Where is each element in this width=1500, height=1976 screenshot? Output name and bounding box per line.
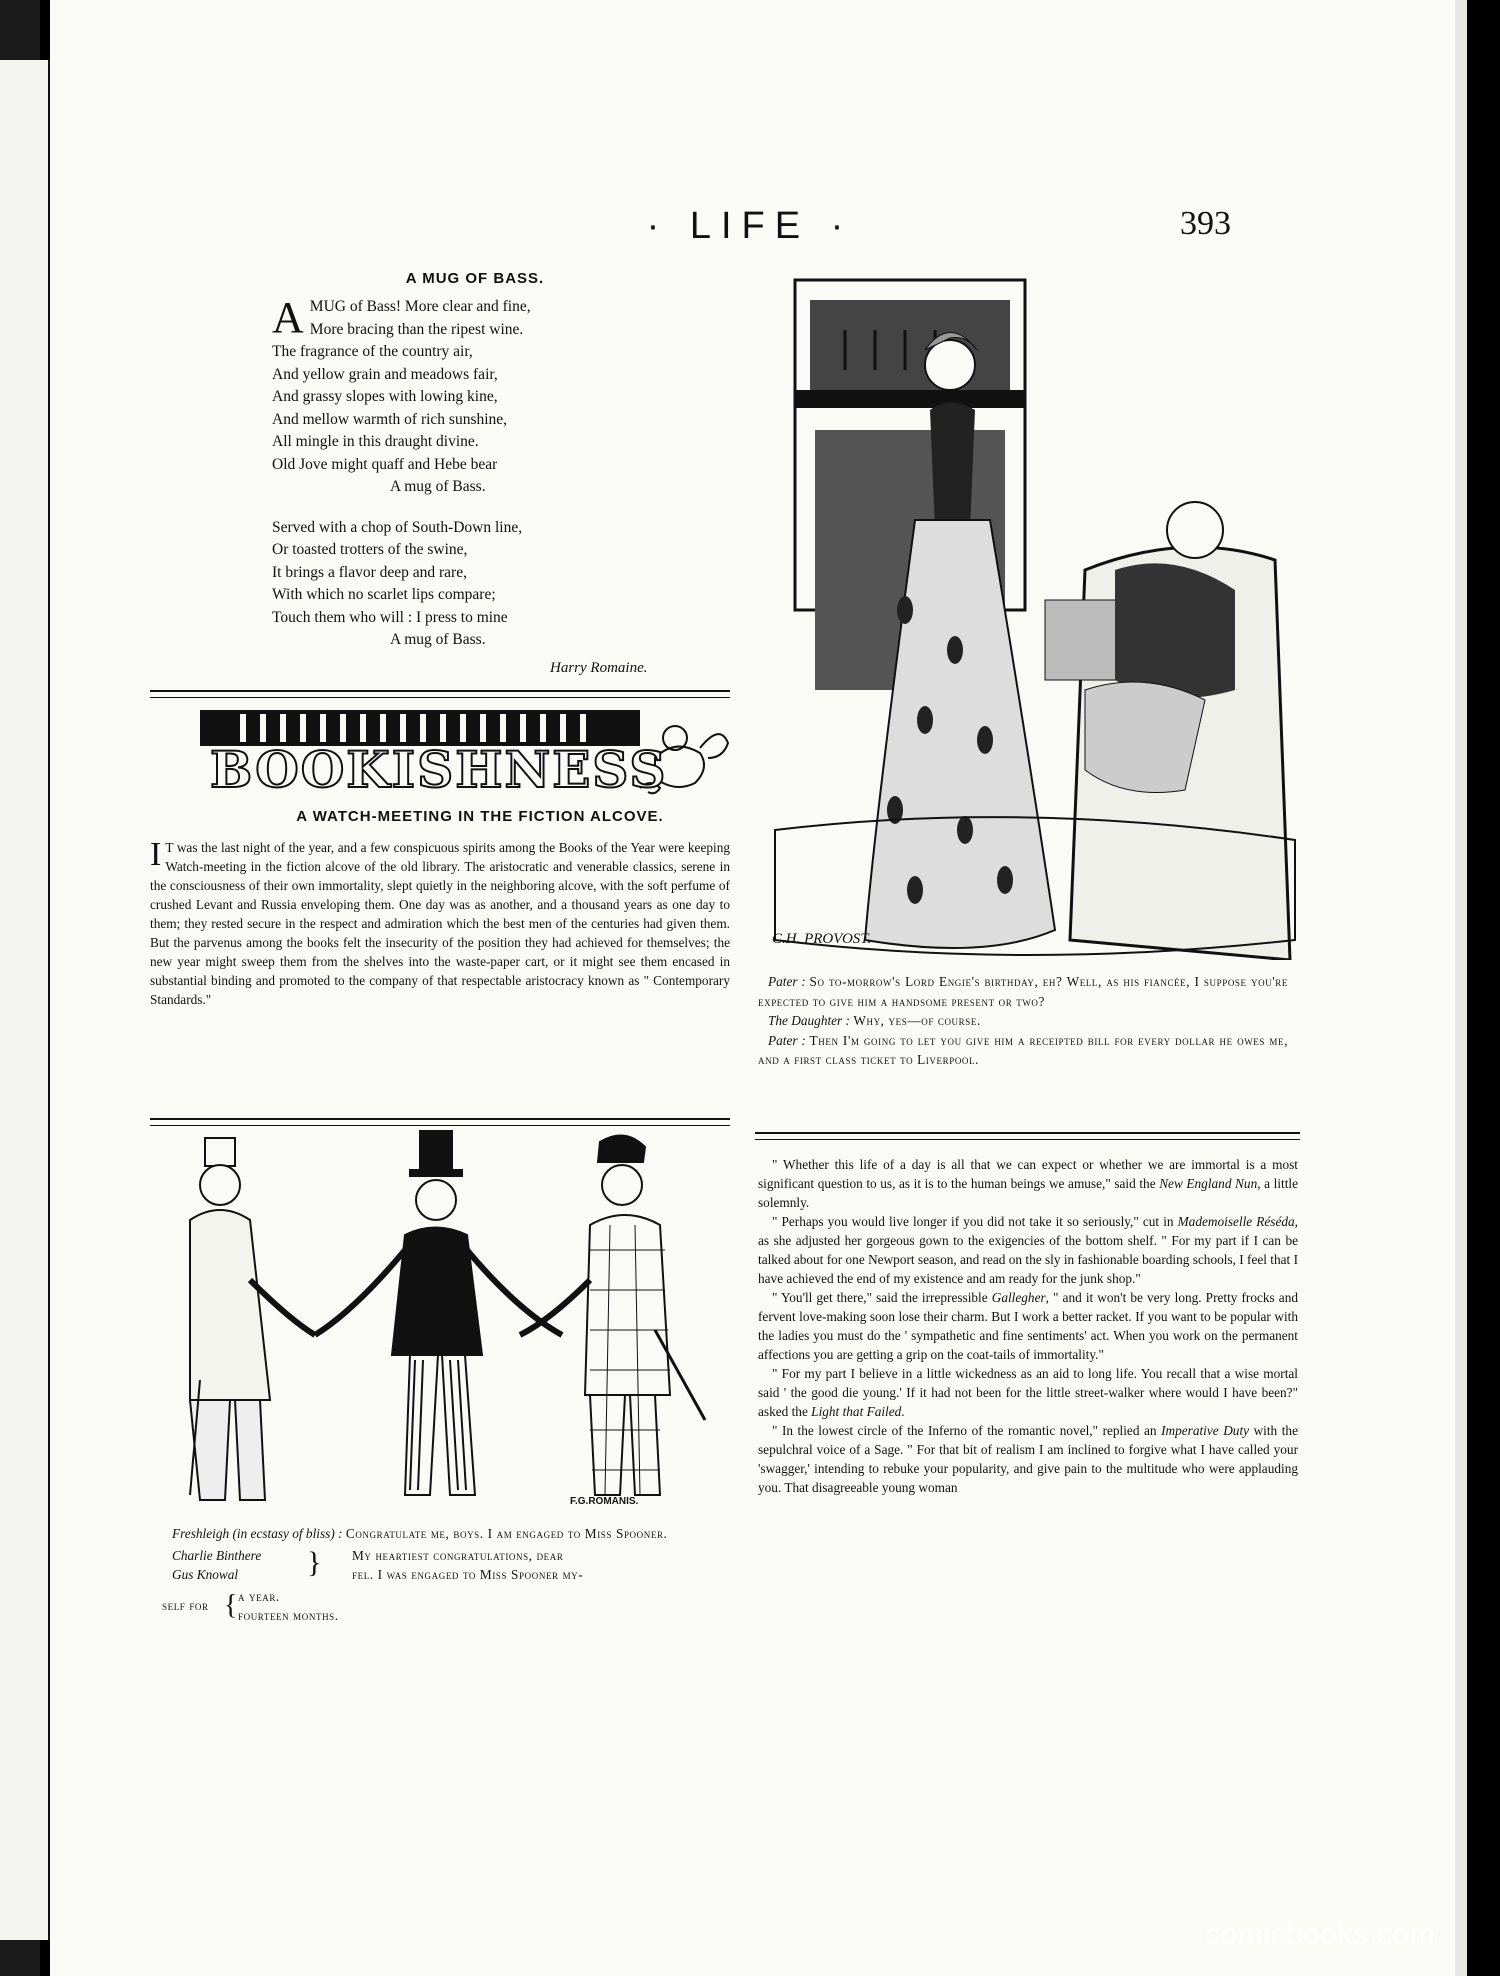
magazine-page (50, 0, 1455, 1976)
paragraph (150, 838, 730, 1009)
poem-line: Old Jove might quaff and Hebe bear (272, 455, 498, 473)
dialogue-text: My heartiest congratulations, dear (352, 1547, 564, 1563)
paragraph-text: . (901, 1404, 905, 1419)
dropcap: I (150, 836, 162, 873)
paragraph-text: with the sepulchral voice of a Sage. " For that bit of realism I am inclined to forgive what I have called your 'swagger,' intending to rebuke your popularity, and give pain to the multitude who were applauding you. That disagreeable young woman (758, 1423, 1298, 1495)
continuation-body (758, 1155, 1298, 1497)
bookishness-body (150, 838, 730, 1009)
dialogue-text: Congratulate me, boys. I am engaged to Miss Spooner. (345, 1526, 668, 1541)
paragraph (758, 1155, 1298, 1212)
poem-stanza-2 (272, 517, 742, 652)
paragraph (758, 1288, 1298, 1364)
site-watermark: comicbooks.com (1205, 1918, 1436, 1951)
book-title: Mademoiselle Réséda (1177, 1214, 1295, 1229)
dialogue-option: a year. (238, 1588, 280, 1604)
scan-right-edge (1455, 0, 1500, 1976)
paragraph-text: , as she adjusted her gorgeous gown to the exigencies of the bottom shelf. " For my part if I can be talked about for one Newport season, and read on the sly in fashionable boarding schools, I feel that I have achieved the end of my existence and am ready for the junk shop." (758, 1214, 1298, 1286)
poem-author: Harry Romaine. (550, 660, 648, 676)
book-title: Imperative Duty (1161, 1423, 1250, 1438)
section-heading: A WATCH-MEETING IN THE FICTION ALCOVE. (296, 808, 664, 825)
paragraph-text: " Whether this life of a day is all that we can expect or whether we are immortal is a most significant question to us, as it is to the human beings we amuse," said the (758, 1157, 1298, 1191)
paragraph-text: " You'll get there," said the irrepressible (772, 1290, 992, 1305)
brace-icon: { (224, 1590, 238, 1621)
poem-title: A MUG OF BASS. (405, 270, 545, 287)
poem-line: And grassy slopes with lowing kine, (272, 388, 498, 405)
paragraph-text: " For my part I believe in a little wickedness as an aid to long life. You recall that a wise mortal said ' the good die young.' If it had not been for the little street-walker where would I have been?" asked the (758, 1366, 1298, 1419)
paragraph-text: " Perhaps you would live longer if you did not take it so seriously," cut in (772, 1214, 1178, 1229)
paragraph (758, 1421, 1298, 1497)
illustration-signature: F.G.ROMANIS. (570, 1496, 639, 1507)
previous-page-edge (0, 60, 51, 1940)
poem-line: Served with a chop of South-Down line, (272, 518, 523, 536)
dialogue-text: So to-morrow's Lord Engie's birthday, eh? Well, as his fiancée, I suppose you're expected to give him a handsome present or two? (758, 974, 1288, 1009)
dialogue-text: Then I'm going to let you give him a receipted bill for every dollar he owes me, and a first class ticket to Liverpool. (758, 1032, 1289, 1067)
gentlemen-caption (162, 1524, 732, 1626)
book-title: New England Nun (1159, 1176, 1258, 1191)
book-title: Light that Failed (811, 1404, 902, 1419)
speaker-label: Pater : (768, 1032, 806, 1048)
poem-refrain: A mug of Bass. (390, 631, 486, 648)
poem-line: All mingle in this draught divine. (272, 433, 479, 450)
illustration-three-gentlemen (160, 1130, 730, 1515)
section-divider (150, 690, 730, 698)
paragraph-text: , " and it won't be very long. Pretty frocks and fervent love-making soon lose their charm. But I work a better racket. If you want to be popular with the ladies you must do the ' sympathetic and fine sentiments' act. When you work on the permanent affections you are getting a grip on the coat-tails of immortality." (758, 1290, 1299, 1362)
poem-stanza-1 (272, 293, 742, 499)
masthead: · LIFE · (646, 205, 854, 247)
poem-dropcap: A (272, 293, 304, 342)
brace-icon: } (307, 1545, 322, 1579)
poem-line: Or toasted trotters of the swine, (272, 541, 468, 558)
poem-line: MUG of Bass! More clear and fine, (309, 298, 531, 315)
illustration-signature: C.H. PROVOST. (772, 931, 872, 947)
speaker-aside: (in ecstasy of bliss) : (232, 1526, 343, 1541)
bookishness-title: BOOKISHNESS (210, 740, 668, 799)
section-divider (150, 1118, 730, 1126)
speaker-label: Gus Knowal (172, 1567, 239, 1582)
speaker-label: Pater : (768, 974, 806, 989)
father-daughter-caption (758, 972, 1288, 1070)
dialogue-text: self for (162, 1598, 209, 1614)
speaker-label: Freshleigh (172, 1526, 230, 1541)
dialogue-option: fourteen months. (238, 1608, 339, 1623)
poem-line: The fragrance of the country air, (272, 343, 473, 360)
book-title: Gallegher (991, 1290, 1046, 1305)
poem-line: More bracing than the ripest wine. (309, 320, 524, 338)
section-divider (755, 1132, 1300, 1140)
poem-line: And yellow grain and meadows fair, (272, 365, 498, 383)
poem-line: And mellow warmth of rich sunshine, (272, 410, 508, 428)
paragraph-text: " In the lowest circle of the Inferno of the romantic novel," replied an (772, 1423, 1162, 1438)
paragraph (758, 1212, 1298, 1288)
speaker-label: The Daughter : (768, 1013, 850, 1028)
paragraph (758, 1364, 1298, 1421)
poem-line: Touch them who will : I press to mine (272, 608, 508, 626)
page-number: 393 (1180, 205, 1231, 242)
dialogue-text: Why, yes—of course. (853, 1013, 981, 1028)
poem (272, 293, 742, 670)
dialogue-text: fel. I was engaged to Miss Spooner my- (352, 1567, 584, 1582)
speaker-label: Charlie Binthere (172, 1547, 262, 1563)
poem-line: With which no scarlet lips compare; (272, 586, 496, 603)
poem-refrain: A mug of Bass. (390, 478, 486, 495)
paragraph-text: , a little solemnly. (758, 1176, 1299, 1210)
paragraph-text: T was the last night of the year, and a few conspicuous spirits among the Books of the Year were keeping Watch-meeting in the fiction alcove of the old library. The aristocratic and venerable classics, serene in the consciousness of their own immortality, slept quietly in the neighboring alcove, with the soft perfume of crushed Levant and Russia enveloping them. One day was as another, and a thousand years as one day to them; they rested secure in the respect and admiration which the best men of the centuries had given them. But the parvenus among the books felt the insecurity of the position they had achieved for themselves; the new year might sweep them from the shelves into the waste-paper cart, or it might see them encased in substantial binding and promoted to the company of that respectable aristocracy known as " Contemporary Standards." (150, 840, 730, 1007)
poem-line: It brings a flavor deep and rare, (272, 563, 467, 581)
illustration-father-daughter (755, 270, 1300, 960)
